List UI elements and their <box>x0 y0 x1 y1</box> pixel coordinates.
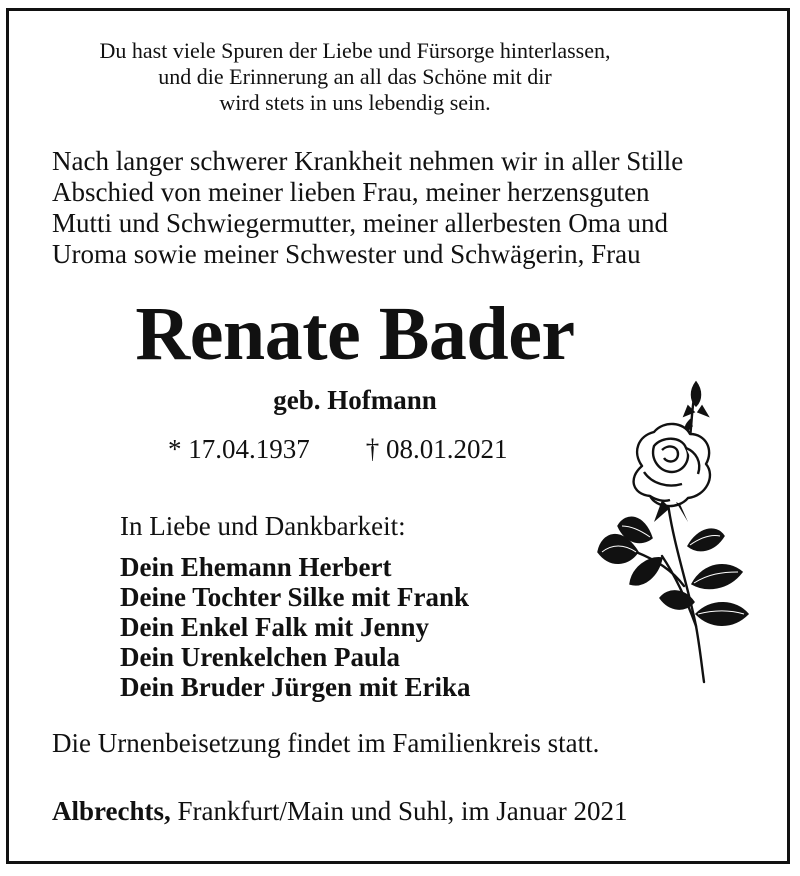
list-item: Dein Ehemann Herbert <box>120 552 392 582</box>
list-item: Deine Tochter Silke mit Frank <box>120 582 470 612</box>
list-item: Dein Bruder Jürgen mit Erika <box>120 672 471 702</box>
announcement-line: Abschied von meiner lieben Frau, meiner herzensguten <box>52 177 650 207</box>
list-item: Dein Urenkelchen Paula <box>120 642 401 672</box>
verse-line: wird stets in uns lebendig sein. <box>219 90 491 115</box>
thanks-line: In Liebe und Dankbarkeit: <box>120 511 406 541</box>
announcement-line: Nach langer schwerer Krankheit nehmen wir in aller Stille <box>52 146 684 176</box>
closing-rest: Frankfurt/Main und Suhl, im Januar 2021 <box>177 796 628 826</box>
deceased-name: Renate Bader <box>135 292 575 376</box>
announcement-line: Uroma sowie meiner Schwester und Schwägerin, Frau <box>52 239 641 269</box>
verse-line: Du hast viele Spuren der Liebe und Fürsorge hinterlassen, <box>99 38 611 63</box>
verse-line: und die Erinnerung an all das Schöne mit dir <box>158 64 552 89</box>
announcement-text <box>52 146 772 270</box>
closing-place: Albrechts, <box>52 796 171 826</box>
life-dates <box>168 432 568 466</box>
death-date: † 08.01.2021 <box>365 434 508 464</box>
rose-icon <box>592 376 758 688</box>
memorial-verse <box>0 38 710 116</box>
list-item: Dein Enkel Falk mit Jenny <box>120 612 430 642</box>
closing-line <box>52 794 627 828</box>
birth-name: geb. Hofmann <box>273 385 437 415</box>
funeral-note: Die Urnenbeisetzung findet im Familienkreis statt. <box>52 728 600 758</box>
birth-date: * 17.04.1937 <box>168 434 310 464</box>
mourners-list <box>120 552 471 702</box>
announcement-line: Mutti und Schwiegermutter, meiner allerbesten Oma und <box>52 208 669 238</box>
